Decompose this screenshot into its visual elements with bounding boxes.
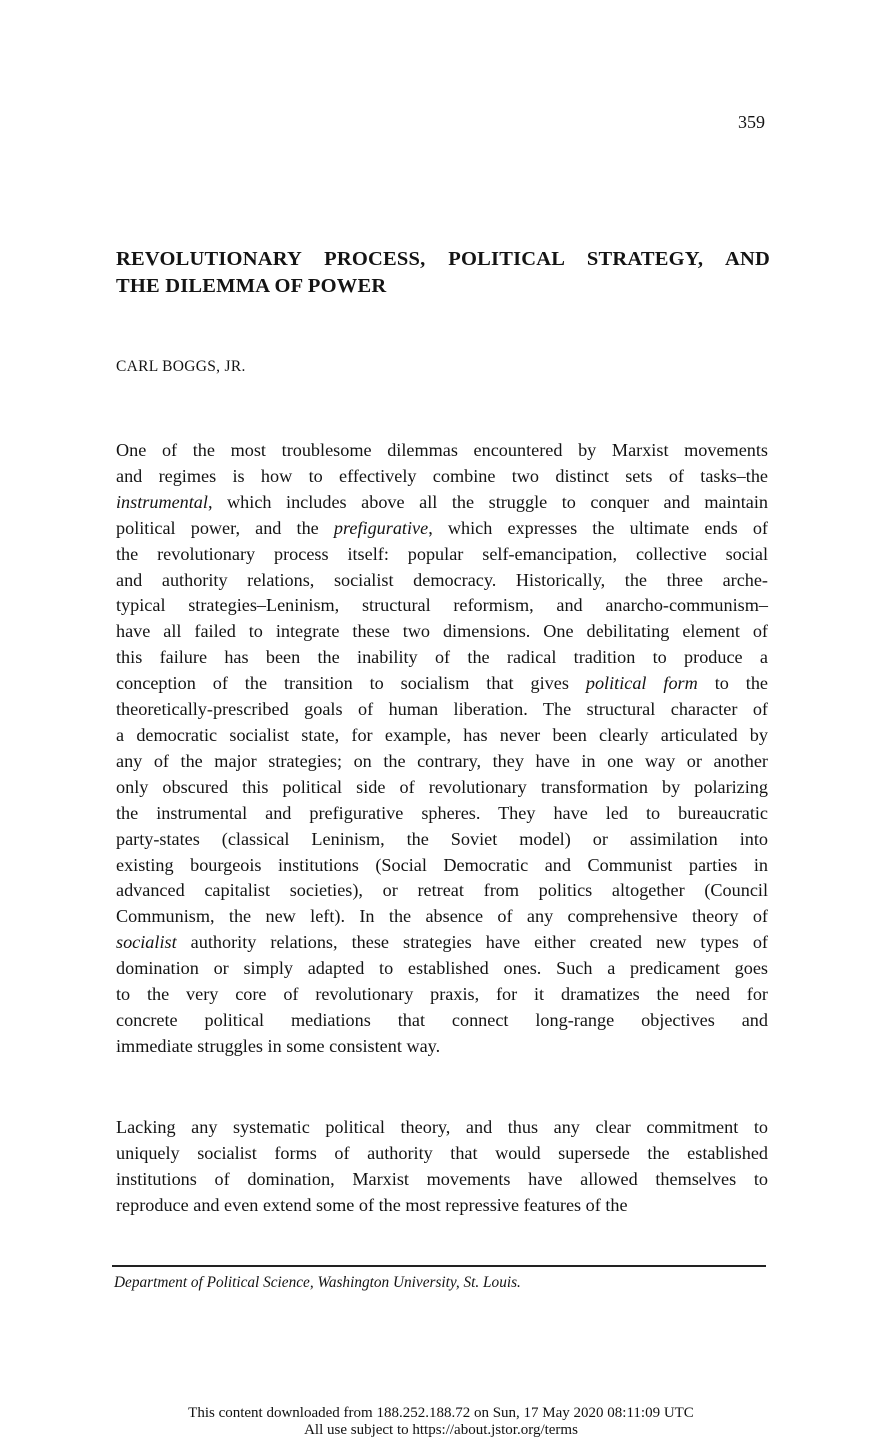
title-line: THE DILEMMA OF POWER [116,275,387,297]
text-line: conception of the transition to socialism that gives political form to the [116,673,768,694]
text-line: uniquely socialist forms of authority that would supersede the established [116,1142,768,1163]
text-line: typical strategies–Leninism, structural reformism, and anarcho-communism– [116,595,768,616]
author-name: CARL BOGGS, JR. [116,358,246,375]
text-line: Communism, the new left). In the absence of any comprehensive theory of [116,906,768,927]
text-line: party-states (classical Leninism, the Soviet model) or assimilation into [116,828,768,849]
emphasis: instrumental [116,491,208,512]
text-line: concrete political mediations that connect long-range objectives and [116,1009,768,1030]
text-line: advanced capitalist societies), or retreat from politics altogether (Council [116,880,768,901]
text-line: existing bourgeois institutions (Social Democratic and Communist parties in [116,854,768,875]
download-info: This content downloaded from 188.252.188.72 on Sun, 17 May 2020 08:11:09 UTC [188,1405,694,1421]
text-line: domination or simply adapted to established ones. Such a predicament goes [116,958,768,979]
page-number: 359 [738,112,765,132]
text-line: the instrumental and prefigurative spheres. They have led to bureaucratic [116,802,768,823]
paragraph-2 [116,1115,768,1219]
text-line: a democratic socialist state, for example, has never been clearly articulated by [116,724,768,745]
text-line: to the very core of revolutionary praxis, for it dramatizes the need for [116,984,768,1005]
text-line: have all failed to integrate these two dimensions. One debilitating element of [116,621,768,642]
text-line: the revolutionary process itself: popular self-emancipation, collective social [116,543,768,564]
text-line: institutions of domination, Marxist movements have allowed themselves to [116,1168,768,1189]
emphasis: political form [585,673,698,694]
article-title [116,246,770,300]
jstor-download-notice [0,1405,882,1439]
paragraph-1 [116,438,768,1060]
terms-notice: All use subject to https://about.jstor.org/terms [304,1422,578,1438]
title-line: REVOLUTIONARY PROCESS, POLITICAL STRATEGY, AND [116,248,770,270]
author-affiliation-footnote: Department of Political Science, Washington University, St. Louis. [114,1274,521,1291]
text-line: and authority relations, socialist democracy. Historically, the three arche- [116,569,768,590]
text-line: Lacking any systematic political theory, and thus any clear commitment to [116,1117,768,1137]
text-line: and regimes is how to effectively combine two distinct sets of tasks–the [116,465,768,486]
text-line: reproduce and even extend some of the most repressive features of the [116,1194,628,1215]
text-line: any of the major strategies; on the contrary, they have in one way or another [116,750,768,771]
text-line: theoretically-prescribed goals of human liberation. The structural character of [116,699,768,720]
text-line: this failure has been the inability of the radical tradition to produce a [116,647,768,668]
text-line: instrumental, which includes above all the struggle to conquer and maintain [116,491,768,512]
emphasis: prefigurative [333,517,429,538]
footnote-rule [112,1265,766,1267]
text-line: socialist authority relations, these strategies have either created new types of [116,932,768,953]
text-line: only obscured this political side of revolutionary transformation by polarizing [116,776,768,797]
text-line: immediate struggles in some consistent way. [116,1035,441,1056]
text-line: One of the most troublesome dilemmas encountered by Marxist movements [116,440,768,460]
text-line: political power, and the prefigurative, which expresses the ultimate ends of [116,517,768,538]
emphasis: socialist [116,932,177,953]
